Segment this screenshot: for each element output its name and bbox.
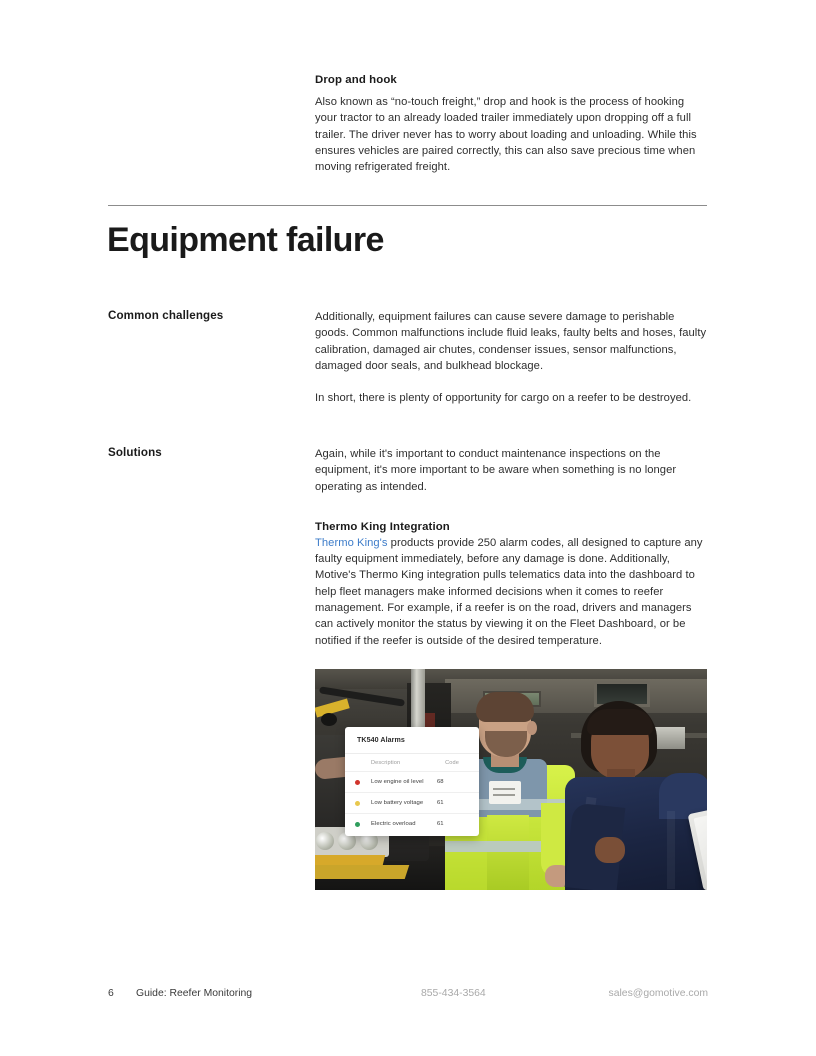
footer-email[interactable]: sales@gomotive.com [608,988,708,999]
worker-id-badge [489,781,521,804]
solutions-label-column [108,446,298,459]
table-row[interactable] [345,772,479,793]
thermo-king-paragraph [315,535,707,649]
intro-paragraph: Also known as “no-touch freight,” drop and hook is the process of hooking your tractor to an already loaded trailer immediately upon dropping off a full trailer. The driver never has to worry about loading and unloading. While this ensures vehicles are paired correctly, this can also save precious time when moving refrigerated freight. [315,96,697,174]
thermo-king-paragraph-text: products provide 250 alarm codes, all designed to capture any faulty equipment immediately, before any damage is done. Additionally, Motive's Thermo King integration pulls telematics data into the dashboard to help fleet managers make informed decisions when it comes to reefer management. For example, if a reefer is on the road, drivers and managers can actively monitor the status by viewing it on the Fleet Dashboard, or be notified if the reefer is outside of the desired temperature. [315,536,703,647]
table-row[interactable] [345,814,479,836]
scene-manager [563,701,707,890]
common-challenges-paragraph-1: Additionally, equipment failures can cause severe damage to perishable goods. Common malfunctions include fluid leaks, faulty belts and hoses, faulty calibration, damaged air chutes, condenser issues, sensor malfunctions, damaged door seals, and bulkhead blockage. [315,311,707,372]
alarm-table [345,754,479,836]
common-challenges-paragraph-2: In short, there is plenty of opportunity for cargo on a reefer to be destroyed. [315,392,692,405]
table-row[interactable] [345,793,479,814]
thermo-king-subheading: Thermo King Integration [315,520,450,533]
alarm-description: Low battery voltage [371,800,424,806]
thermo-king-link[interactable]: Thermo King's [315,536,388,549]
common-challenges-label: Common challenges [108,309,224,322]
section-divider [108,205,707,206]
alarm-card [345,727,479,836]
manager-shirt-fold-right [667,811,675,889]
solutions-text-column [315,446,707,649]
page-title: Equipment failure [107,221,384,259]
solutions-paragraph-1: Again, while it's important to conduct maintenance inspections on the equipment, it's more important to be aware when something is no longer operating as intended. [315,448,677,493]
page-footer [108,988,708,1004]
thermo-king-photo [315,669,707,890]
vest-center [487,815,529,890]
alarm-code: 61 [437,800,444,806]
worker-hair [476,692,534,722]
alarm-card-title: TK540 Alarms [345,727,479,754]
intro-block [315,72,707,175]
status-badge [345,780,371,785]
intro-heading: Drop and hook [315,74,397,86]
manager-hand [595,837,625,863]
alarm-description: Low engine oil level [371,779,424,785]
footer-phone[interactable]: 855-434-3564 [421,988,486,999]
common-challenges-text-column [315,309,707,406]
status-badge [345,822,371,827]
alarm-code: 61 [437,821,444,827]
alarm-column-code: Code [445,760,459,766]
worker-ear [527,721,537,735]
manager-hairline [587,709,653,735]
alarm-description: Electric overload [371,821,416,827]
status-badge [345,801,371,806]
alarm-table-header [345,754,479,772]
footer-page-number: 6 [108,988,114,999]
scene-truck-bumper [315,865,409,879]
footer-document-title: Guide: Reefer Monitoring [136,988,253,999]
alarm-code: 68 [437,779,444,785]
common-challenges-label-column [108,309,298,322]
scene-truck-knob [321,713,337,726]
solutions-label: Solutions [108,446,162,459]
alarm-column-description: Description [371,760,401,766]
